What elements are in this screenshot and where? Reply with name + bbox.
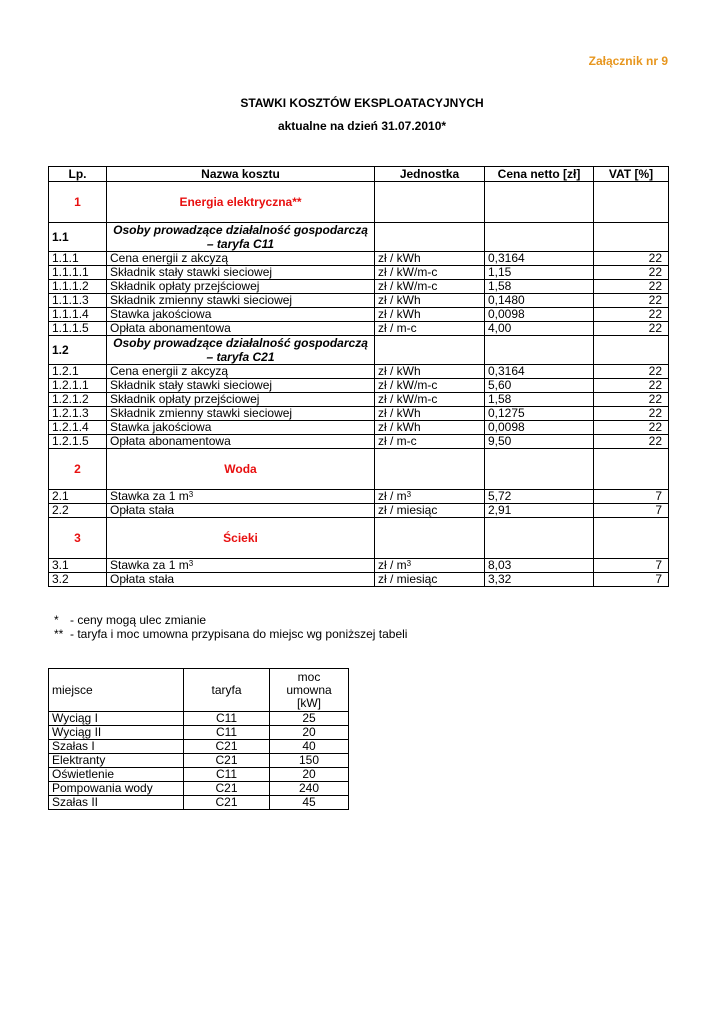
cell-price-text: 5,60 [488,378,512,392]
cell-unit-superscript: 3 [406,490,412,499]
footnotes [54,613,407,641]
table-header-row [49,167,669,182]
footnote-text: - ceny mogą ulec zmianie [70,613,207,627]
cell-name-text: Ścieki [223,530,258,545]
cell-unit [375,266,485,280]
table-row [49,504,669,518]
cell-name [107,490,375,504]
table-row [49,435,669,449]
cell-name [107,294,375,308]
cell-power: 20 [270,768,349,782]
cell-vat [594,393,669,407]
cell-price [485,252,594,266]
cell-power: 150 [270,754,349,768]
table-row [49,294,669,308]
group-row [49,223,669,252]
cell-vat [594,504,669,518]
table-row [49,393,669,407]
cell-unit [375,365,485,379]
section-row [49,518,669,559]
locations-header-row [49,669,349,712]
cell-lp [49,182,107,223]
cell-name [107,252,375,266]
cell-name-superscript: 3 [188,490,194,499]
cell-lp [49,266,107,280]
cell-price [485,322,594,336]
cell-vat-text: 22 [648,392,662,406]
location-row [49,754,349,768]
cell-name [107,518,375,559]
cell-place: Pompowania wody [49,782,184,796]
cell-price [485,379,594,393]
cell-lp-text: 1.1.1.3 [52,293,89,307]
cell-price [485,336,594,365]
cell-name [107,223,375,252]
cell-vat [594,421,669,435]
cell-price-text: 3,32 [488,572,512,586]
cell-unit [375,421,485,435]
cell-unit [375,336,485,365]
cell-unit [375,435,485,449]
cell-unit-text: zł / kW/m-c [378,378,438,392]
cell-vat [594,266,669,280]
cell-place: Szałas I [49,740,184,754]
cell-lp-text: 1.1.1.4 [52,307,89,321]
cell-price-text: 2,91 [488,503,512,517]
cell-name-text: Opłata stała [110,572,175,586]
cell-name-text: Składnik opłaty przejściowej [110,279,260,293]
table-row [49,421,669,435]
location-row [49,768,349,782]
cell-unit-superscript: 3 [406,559,412,568]
cell-unit-text: zł / m [378,489,407,503]
cell-power: 20 [270,726,349,740]
table-row [49,559,669,573]
cell-vat [594,573,669,587]
cell-price-text: 0,0098 [488,307,525,321]
cell-vat [594,518,669,559]
cell-lp-text: 3 [74,530,81,545]
cell-vat [594,365,669,379]
cell-vat-text: 7 [655,503,662,517]
footnote-mark: * [54,613,59,627]
cell-vat [594,308,669,322]
header-vat: VAT [%] [594,167,669,182]
cell-unit-text: zł / kW/m-c [378,392,438,406]
cell-lp [49,407,107,421]
cell-price [485,294,594,308]
cell-price-text: 0,1275 [488,406,525,420]
cell-name-text: Składnik opłaty przejściowej [110,392,260,406]
cell-price-text: 9,50 [488,434,512,448]
cell-vat [594,559,669,573]
cell-price [485,559,594,573]
cell-vat [594,294,669,308]
table-row [49,252,669,266]
cell-vat-text: 22 [648,434,662,448]
cell-lp-text: 1.1 [52,229,69,244]
cell-lp [49,504,107,518]
cell-lp [49,379,107,393]
cell-name [107,407,375,421]
header-power-line3: [kW] [297,695,321,710]
cell-place: Wyciąg II [49,726,184,740]
cell-unit [375,252,485,266]
footnote-text: - taryfa i moc umowna przypisana do miejsc wg poniższej tabeli [70,627,408,641]
cell-name-text: Opłata abonamentowa [110,321,231,335]
cell-price-text: 5,72 [488,489,512,503]
cell-lp [49,490,107,504]
cell-power: 45 [270,796,349,810]
table-row [49,490,669,504]
cell-lp [49,435,107,449]
cell-vat [594,280,669,294]
cell-name-text: Cena energii z akcyzą [110,364,229,378]
cell-name [107,449,375,490]
cell-tariff: C11 [184,726,270,740]
cell-unit [375,518,485,559]
cell-unit [375,559,485,573]
cell-name [107,280,375,294]
document-title: STAWKI KOSZTÓW EKSPLOATACYJNYCH [240,96,484,110]
cell-name [107,336,375,365]
cell-vat-text: 22 [648,279,662,293]
cell-vat-text: 22 [648,364,662,378]
cell-lp-text: 1.2.1.5 [52,434,89,448]
header-place: miejsce [49,669,184,712]
header-power-line1: moc [297,669,321,684]
cell-name-text: Energia elektryczna** [179,194,302,209]
cell-unit [375,280,485,294]
cell-lp-text: 1.2.1.4 [52,420,89,434]
cell-name [107,573,375,587]
cell-name-text: Składnik zmienny stawki sieciowej [110,406,293,420]
cell-power: 240 [270,782,349,796]
cell-lp-text: 1.1.1 [52,251,79,265]
attachment-label: Załącznik nr 9 [588,54,668,68]
cell-lp-text: 2.1 [52,489,69,503]
cell-lp [49,252,107,266]
header-power [270,669,349,712]
cell-vat [594,490,669,504]
cell-vat-text: 22 [648,293,662,307]
footnote-mark: ** [54,627,64,641]
cell-name [107,379,375,393]
header-lp: Lp. [49,167,107,182]
cell-tariff: C21 [184,782,270,796]
cell-lp-text: 1.1.1.2 [52,279,89,293]
cell-vat-text: 7 [655,489,662,503]
cell-vat-text: 22 [648,265,662,279]
table-row [49,379,669,393]
cell-unit [375,393,485,407]
cell-name [107,365,375,379]
cell-name [107,421,375,435]
cell-price-text: 1,58 [488,392,512,406]
cell-lp [49,518,107,559]
cell-name-text: Osoby prowadzące działalność gospodarczą – taryfa C21 [113,336,368,364]
cell-name-text: Stawka jakościowa [110,307,212,321]
cell-lp-text: 1.2 [52,342,69,357]
cell-unit-text: zł / kW/m-c [378,265,438,279]
cell-price-text: 1,58 [488,279,512,293]
cell-lp [49,280,107,294]
cell-lp [49,336,107,365]
cell-name-text: Składnik stały stawki sieciowej [110,378,273,392]
cell-price [485,223,594,252]
cell-unit [375,308,485,322]
cell-place: Wyciąg I [49,712,184,726]
cell-name-text: Stawka jakościowa [110,420,212,434]
cost-rates-table [48,166,669,587]
cell-unit-text: zł / kWh [378,293,421,307]
cell-unit-text: zł / kW/m-c [378,279,438,293]
cell-lp-text: 1.2.1 [52,364,79,378]
cell-unit-text: zł / miesiąc [378,572,438,586]
cell-unit [375,407,485,421]
table-row [49,407,669,421]
cell-name-text: Stawka za 1 m [110,558,189,572]
footnote [54,627,407,641]
cell-price-text: 0,3164 [488,364,525,378]
cell-lp [49,559,107,573]
cell-name-text: Osoby prowadzące działalność gospodarczą – taryfa C11 [113,223,368,251]
cell-lp [49,449,107,490]
cell-power: 25 [270,712,349,726]
cell-unit [375,449,485,490]
cell-vat [594,435,669,449]
cell-name [107,182,375,223]
table-row [49,308,669,322]
cell-vat-text: 22 [648,420,662,434]
table-row [49,573,669,587]
cell-vat [594,223,669,252]
header-price: Cena netto [zł] [485,167,594,182]
cell-price [485,365,594,379]
group-row [49,336,669,365]
cell-tariff: C21 [184,740,270,754]
cell-lp-text: 3.2 [52,572,69,586]
footnote [54,613,407,627]
cell-name [107,266,375,280]
cell-lp [49,421,107,435]
cell-vat-text: 22 [648,378,662,392]
cell-tariff: C21 [184,754,270,768]
cell-price-text: 1,15 [488,265,512,279]
cell-lp-text: 2 [74,461,81,476]
cell-name-text: Stawka za 1 m [110,489,189,503]
cell-price [485,266,594,280]
cell-price-text: 0,1480 [488,293,525,307]
locations-table [48,668,349,810]
cell-name [107,393,375,407]
cell-price [485,182,594,223]
cell-lp-text: 1.2.1.1 [52,378,89,392]
cell-price-text: 8,03 [488,558,512,572]
cell-unit-text: zł / kWh [378,406,421,420]
cell-unit [375,504,485,518]
cell-name-text: Cena energii z akcyzą [110,251,229,265]
cell-name [107,504,375,518]
cell-lp-text: 1.2.1.3 [52,406,89,420]
cell-name-superscript: 3 [188,559,194,568]
location-row [49,726,349,740]
cell-tariff: C11 [184,768,270,782]
cell-vat [594,182,669,223]
cell-unit-text: zł / m [378,558,407,572]
document-subtitle: aktualne na dzień 31.07.2010* [277,119,447,133]
cell-price [485,280,594,294]
cell-name-text: Opłata stała [110,503,175,517]
cell-vat [594,336,669,365]
cell-price [485,449,594,490]
cell-lp-text: 1.1.1.5 [52,321,89,335]
cell-name [107,322,375,336]
cell-unit [375,573,485,587]
cell-unit-text: zł / miesiąc [378,503,438,517]
cell-unit [375,490,485,504]
locations-body [49,712,349,810]
cell-unit-text: zł / kWh [378,364,421,378]
table-row [49,322,669,336]
cell-price [485,435,594,449]
cell-vat-text: 22 [648,321,662,335]
cell-name [107,435,375,449]
cell-vat-text: 7 [655,572,662,586]
cell-unit-text: zł / m-c [378,321,417,335]
cell-name-text: Składnik stały stawki sieciowej [110,265,273,279]
cell-vat-text: 7 [655,558,662,572]
cell-price [485,518,594,559]
cell-name [107,559,375,573]
cell-vat [594,322,669,336]
cell-price [485,393,594,407]
cell-lp-text: 1.1.1.1 [52,265,89,279]
cell-unit-text: zł / kWh [378,251,421,265]
cell-place: Oświetlenie [49,768,184,782]
cell-vat-text: 22 [648,307,662,321]
cell-lp-text: 1.2.1.2 [52,392,89,406]
cell-name-text: Opłata abonamentowa [110,434,231,448]
cell-price [485,308,594,322]
cell-unit-text: zł / kWh [378,420,421,434]
location-row [49,712,349,726]
header-power-line2: umowna [286,682,332,697]
cell-lp-text: 2.2 [52,503,69,517]
cell-unit [375,379,485,393]
section-row [49,449,669,490]
cell-name [107,308,375,322]
cell-price-text: 4,00 [488,321,512,335]
cell-price [485,504,594,518]
cell-vat-text: 22 [648,251,662,265]
table-row [49,280,669,294]
cell-unit [375,322,485,336]
cell-lp-text: 1 [74,194,81,209]
cell-unit-text: zł / kWh [378,307,421,321]
cost-rates-body [49,182,669,587]
section-row [49,182,669,223]
cell-vat-text: 22 [648,406,662,420]
cell-lp [49,223,107,252]
cell-lp [49,573,107,587]
location-row [49,796,349,810]
cell-tariff: C21 [184,796,270,810]
cell-lp [49,294,107,308]
cell-lp [49,365,107,379]
cell-power: 40 [270,740,349,754]
cell-name-text: Składnik zmienny stawki sieciowej [110,293,293,307]
cell-vat [594,449,669,490]
cell-unit [375,182,485,223]
cell-price-text: 0,3164 [488,251,525,265]
table-row [49,365,669,379]
cell-price [485,421,594,435]
cell-lp [49,308,107,322]
header-unit: Jednostka [375,167,485,182]
location-row [49,740,349,754]
header-name: Nazwa kosztu [107,167,375,182]
cell-price [485,407,594,421]
cell-lp-text: 3.1 [52,558,69,572]
cell-place: Szałas II [49,796,184,810]
cell-price [485,490,594,504]
cell-unit [375,223,485,252]
cell-vat [594,379,669,393]
cell-lp [49,322,107,336]
header-tariff: taryfa [184,669,270,712]
cell-unit-text: zł / m-c [378,434,417,448]
cell-vat [594,407,669,421]
location-row [49,782,349,796]
cell-name-text: Woda [224,461,257,476]
cell-place: Elektranty [49,754,184,768]
cell-price-text: 0,0098 [488,420,525,434]
table-row [49,266,669,280]
cell-tariff: C11 [184,712,270,726]
cell-lp [49,393,107,407]
cell-unit [375,294,485,308]
cell-vat [594,252,669,266]
cell-price [485,573,594,587]
